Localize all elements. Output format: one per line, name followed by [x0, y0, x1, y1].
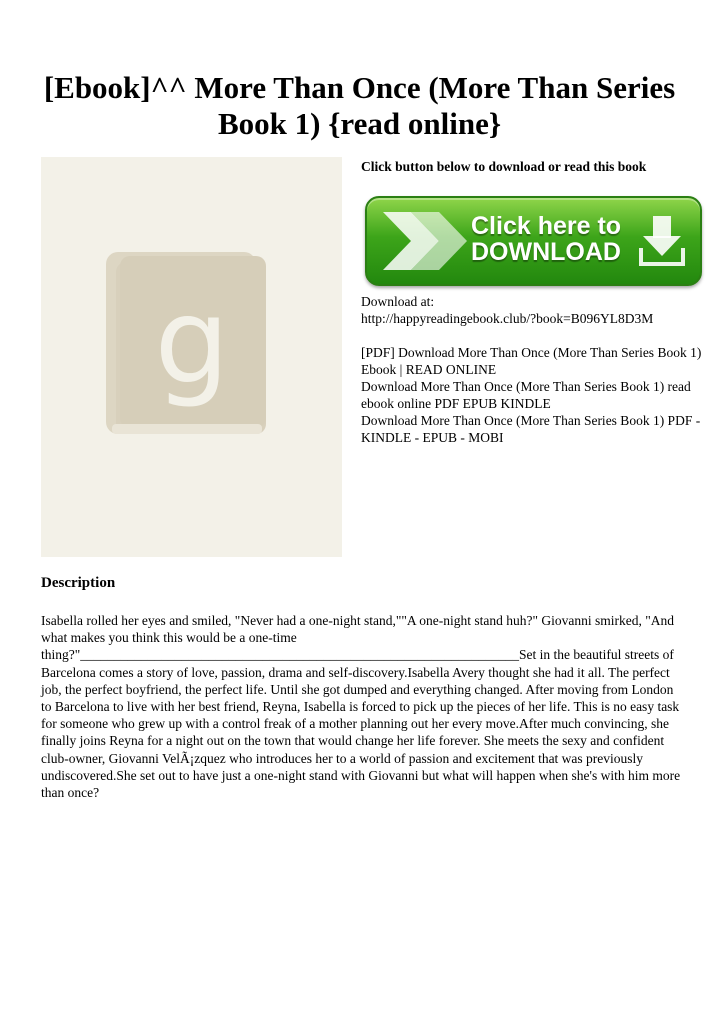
download-button-label-line2: DOWNLOAD	[471, 238, 621, 266]
cover-letter: g	[154, 272, 230, 410]
download-instruction: Click button below to download or read this book	[361, 159, 647, 174]
double-chevron-right-icon	[381, 208, 471, 274]
description-text: Isabella rolled her eyes and smiled, "Never had a one-night stand,""A one-night stand huh?" Giovanni smirked, "And what makes you think this would be a one-time thing?"_________________________________________________________________Set in the beautiful streets of Barcelona comes a story of love, passion, drama and self-discovery.Isabella Avery thought she had it all. The perfect job, the perfect boyfriend, the perfect life. Until she got dumped and everything changed. After moving from London to Barcelona to live with her best friend, Reyna, Isabella is forced to pick up the pieces of her life. This is no easy task for someone who grew up with a control freak of a mother planning out her every move.After much convincing, she finally joins Reyna for a night out on the town that would change her life forever. She meets the sexy and confident club-owner, Giovanni VelÃ¡zquez who introduces her to a world of passion and excitement that was previously undiscovered.She set out to have just a one-night stand with Giovanni but what will happen when she's with him more than once?	[41, 613, 681, 801]
description-heading: Description	[41, 575, 116, 591]
download-label: Download at:	[361, 294, 435, 309]
link-pdf-kindle-epub-mobi[interactable]: Download More Than Once (More Than Series Book 1) PDF - KINDLE - EPUB - MOBI	[361, 413, 701, 445]
goodreads-book-icon	[106, 252, 276, 437]
link-read-ebook-online[interactable]: Download More Than Once (More Than Series Book 1) read ebook online PDF EPUB KINDLE	[361, 379, 691, 411]
download-info	[361, 293, 706, 446]
page-title: [Ebook]^^ More Than Once (More Than Series Book 1) {read online}	[43, 70, 676, 141]
download-button-label-line1: Click here to	[471, 212, 622, 240]
download-url[interactable]: http://happyreadingebook.club/?book=B096YL8D3M	[361, 311, 654, 326]
link-pdf-read-online[interactable]: [PDF] Download More Than Once (More Than Series Book 1) Ebook | READ ONLINE	[361, 345, 702, 377]
download-arrow-icon	[639, 216, 685, 268]
download-button[interactable]	[365, 196, 702, 286]
book-cover-placeholder	[41, 157, 342, 557]
